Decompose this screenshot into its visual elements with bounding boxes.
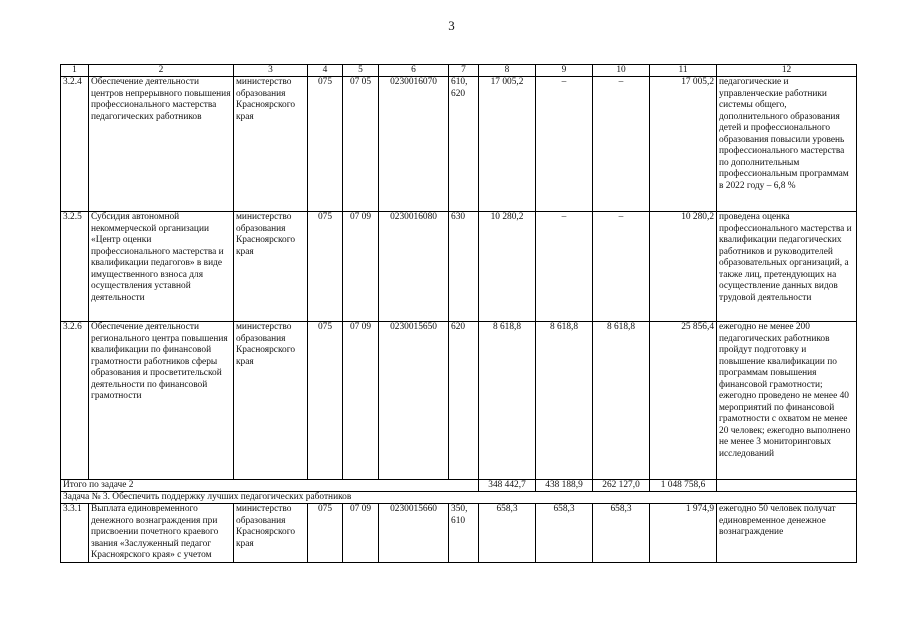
expected-result: ежегодно не менее 200 педагогических работников пройдут подготовку и повышение квалификации по программам повышения финансовой грамотности; ежегодно проведено не менее 40 мероприятий по финансовой грамотности с охватом не менее 20 человек; ежегодно выполнено не менее 3 мониторинговых исследований <box>717 322 857 480</box>
code-grbs: 075 <box>308 77 343 212</box>
header-cell: 10 <box>593 65 650 77</box>
amount-year-1: 658,3 <box>479 504 536 563</box>
amount-year-1: 17 005,2 <box>479 77 536 212</box>
total-year-3: 262 127,0 <box>593 480 650 492</box>
activity-name: Выплата единовременного денежного вознаграждения при присвоении почетного краевого звания «Заслуженный педагог Красноярского края» с учетом <box>89 504 234 563</box>
header-cell: 5 <box>343 65 379 77</box>
amount-year-3: – <box>593 212 650 322</box>
row-number: 3.2.6 <box>61 322 89 480</box>
amount-year-1: 10 280,2 <box>479 212 536 322</box>
table-row <box>61 504 857 563</box>
task-heading: Задача № 3. Обеспечить поддержку лучших педагогических работников <box>61 492 857 504</box>
header-row <box>61 65 857 77</box>
code-target: 0230016080 <box>379 212 449 322</box>
code-expense-type: 350, 610 <box>449 504 479 563</box>
amount-year-3: – <box>593 77 650 212</box>
code-target: 0230015650 <box>379 322 449 480</box>
total-year-2: 438 188,9 <box>536 480 593 492</box>
header-cell: 11 <box>650 65 717 77</box>
code-expense-type: 630 <box>449 212 479 322</box>
code-section: 07 09 <box>343 212 379 322</box>
row-number: 3.2.5 <box>61 212 89 322</box>
header-cell: 2 <box>89 65 234 77</box>
header-cell: 3 <box>234 65 308 77</box>
code-expense-type: 620 <box>449 322 479 480</box>
program-table <box>60 64 857 563</box>
responsible-org: министерство образования Красноярского края <box>234 212 308 322</box>
header-cell: 7 <box>449 65 479 77</box>
expected-result: ежегодно 50 человек получат единовременное денежное вознаграждение <box>717 504 857 563</box>
total-empty <box>717 480 857 492</box>
page-number: 3 <box>448 18 455 33</box>
task-row <box>61 492 857 504</box>
amount-year-1: 8 618,8 <box>479 322 536 480</box>
code-target: 0230015660 <box>379 504 449 563</box>
code-grbs: 075 <box>308 504 343 563</box>
total-sum: 1 048 758,6 <box>650 480 717 492</box>
code-section: 07 09 <box>343 322 379 480</box>
amount-total: 17 005,2 <box>650 77 717 212</box>
table-row <box>61 77 857 212</box>
responsible-org: министерство образования Красноярского края <box>234 77 308 212</box>
code-expense-type: 610, 620 <box>449 77 479 212</box>
amount-year-2: 8 618,8 <box>536 322 593 480</box>
total-label: Итого по задаче 2 <box>61 480 479 492</box>
code-grbs: 075 <box>308 212 343 322</box>
responsible-org: министерство образования Красноярского края <box>234 504 308 563</box>
header-cell: 1 <box>61 65 89 77</box>
row-number: 3.3.1 <box>61 504 89 563</box>
header-cell: 4 <box>308 65 343 77</box>
amount-total: 1 974,9 <box>650 504 717 563</box>
expected-result: проведена оценка профессионального мастерства и квалификации педагогических работников и руководителей образовательных организаций, а также лиц, претендующих на осуществление данных видов трудовой деятельности <box>717 212 857 322</box>
amount-total: 25 856,4 <box>650 322 717 480</box>
activity-name: Субсидия автономной некоммерческой организации «Центр оценки профессионального мастерства и квалификации педагогов» в виде имущественного взноса для осуществления уставной деятельности <box>89 212 234 322</box>
header-cell: 8 <box>479 65 536 77</box>
activity-name: Обеспечение деятельности центров непрерывного повышения профессионального мастерства педагогических работников <box>89 77 234 212</box>
header-cell: 9 <box>536 65 593 77</box>
header-cell: 12 <box>717 65 857 77</box>
amount-year-2: – <box>536 77 593 212</box>
table-row <box>61 212 857 322</box>
amount-year-2: – <box>536 212 593 322</box>
code-section: 07 05 <box>343 77 379 212</box>
total-row <box>61 480 857 492</box>
table-row <box>61 322 857 480</box>
amount-year-2: 658,3 <box>536 504 593 563</box>
amount-year-3: 8 618,8 <box>593 322 650 480</box>
header-cell: 6 <box>379 65 449 77</box>
amount-total: 10 280,2 <box>650 212 717 322</box>
responsible-org: министерство образования Красноярского края <box>234 322 308 480</box>
total-year-1: 348 442,7 <box>479 480 536 492</box>
row-number: 3.2.4 <box>61 77 89 212</box>
expected-result: педагогические и управленческие работники системы общего, дополнительного образования детей и профессионального образования повысили уровень профессионального мастерства по дополнительным профессиональным программам в 2022 году – 6,8 % <box>717 77 857 212</box>
amount-year-3: 658,3 <box>593 504 650 563</box>
code-grbs: 075 <box>308 322 343 480</box>
code-target: 0230016070 <box>379 77 449 212</box>
code-section: 07 09 <box>343 504 379 563</box>
activity-name: Обеспечение деятельности регионального центра повышения квалификации по финансовой грамотности работников сферы образования и просветительской деятельности по финансовой грамотности <box>89 322 234 480</box>
